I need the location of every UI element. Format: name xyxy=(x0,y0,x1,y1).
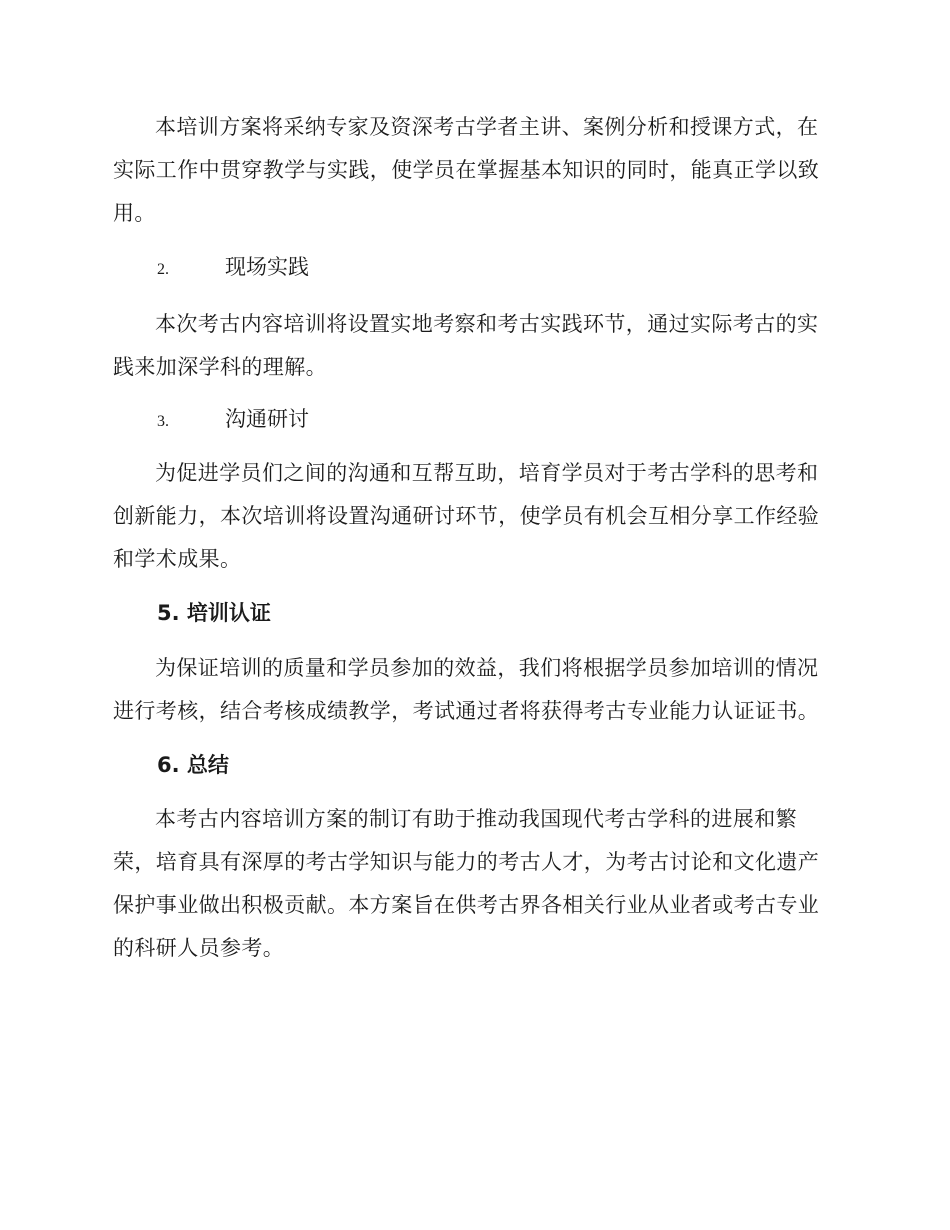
list-label: 沟通研讨 xyxy=(225,407,309,431)
paragraph-field-practice: 本次考古内容培训将设置实地考察和考古实践环节，通过实际考古的实践来加深学科的理解。 xyxy=(113,312,819,379)
paragraph-summary: 本考古内容培训方案的制订有助于推动我国现代考古学科的进展和繁荣，培育具有深厚的考古学知识与能力的考古人才，为考古讨论和文化遗产保护事业做出积极贡献。本方案旨在供考古界各相关行业从业者或考古专业的科研人员参考。 xyxy=(113,807,820,960)
list-item-discussion xyxy=(157,404,309,437)
paragraph-training-method: 本培训方案将采纳专家及资深考古学者主讲、案例分析和授课方式，在实际工作中贯穿教学与实践，使学员在掌握基本知识的同时，能真正学以致用。 xyxy=(113,115,820,225)
list-item-field-practice xyxy=(157,252,309,285)
paragraph-discussion: 为促进学员们之间的沟通和互帮互助，培育学员对于考古学科的思考和创新能力，本次培训将设置沟通研讨环节，使学员有机会互相分享工作经验和学术成果。 xyxy=(113,461,820,571)
heading-summary: 6. 总结 xyxy=(157,753,229,777)
list-label: 现场实践 xyxy=(225,255,309,279)
heading-training-certification: 5. 培训认证 xyxy=(157,601,271,625)
list-number: 2. xyxy=(157,261,169,278)
list-number: 3. xyxy=(157,413,169,430)
paragraph-certification: 为保证培训的质量和学员参加的效益，我们将根据学员参加培训的情况进行考核，结合考核成绩教学，考试通过者将获得考古专业能力认证证书。 xyxy=(113,656,820,723)
